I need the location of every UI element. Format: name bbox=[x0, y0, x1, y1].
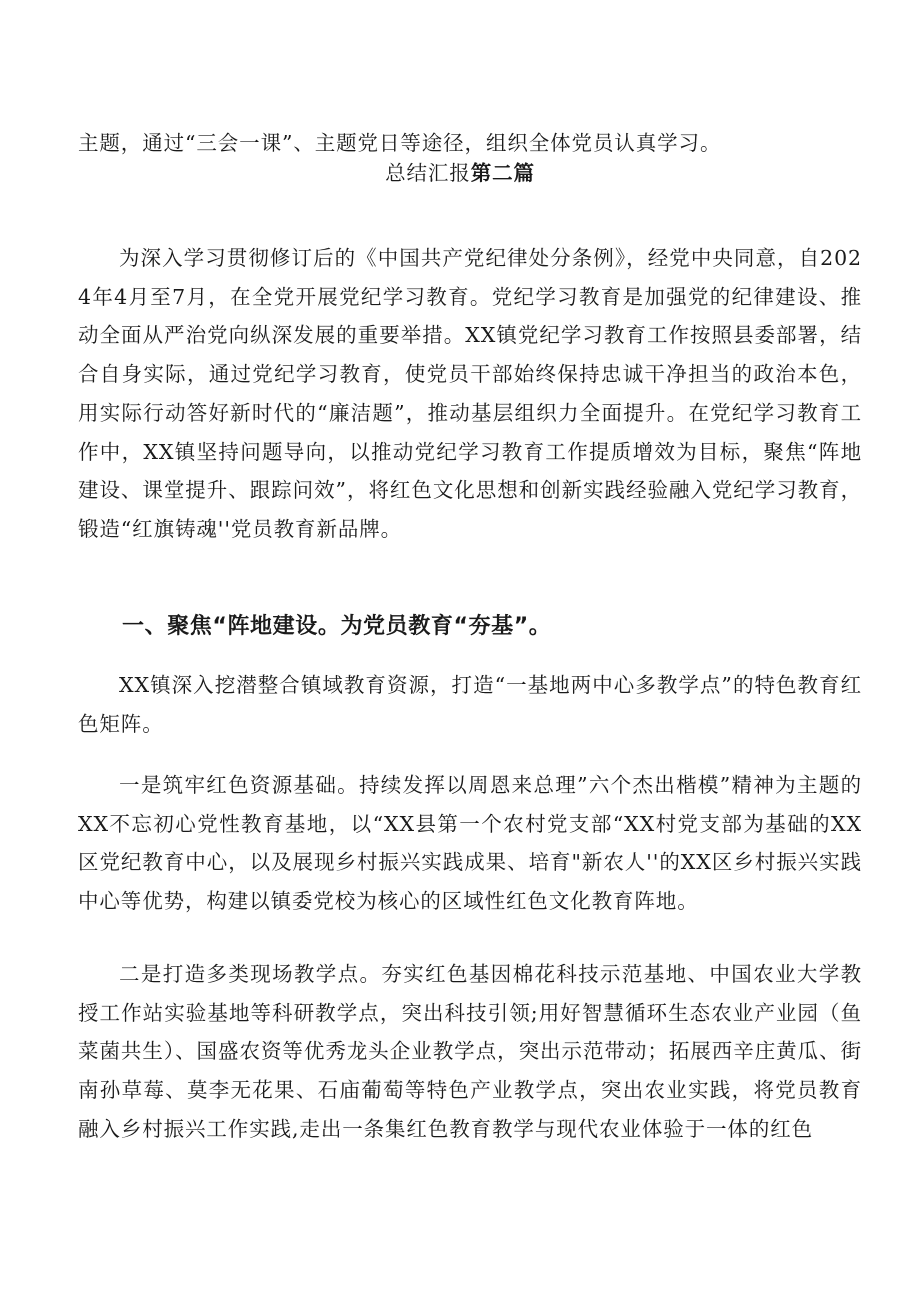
point-two-paragraph: 二是打造多类现场教学点。夯实红色基因棉花科技示范基地、中国农业大学教授工作站实验基地等科研教学点，突出科技引领;用好智慧循环生态农业产业园（鱼菜菌共生）、国盛农资等优秀龙头企业教学点，突出示范带动；拓展西辛庄黄瓜、街南孙草莓、莫李无花果、石庙葡萄等特色产业教学点，突出农业实践，将党员教育融入乡村振兴工作实践,走出一条集红色教育教学与现代农业体验于一体的红色 bbox=[78, 962, 862, 1141]
title-regular-text: 总结汇报 bbox=[385, 161, 471, 185]
point-one-paragraph: 一是筑牢红色资源基础。持续发挥以周恩来总理”六个杰出楷模”精神为主题的XX不忘初心党性教育基地，以“XX县第一个农村党支部“XX村党支部为基础的XX区党纪教育中心，以及展现乡村振兴实践成果、培育"新农人''的XX区乡村振兴实践中心等优势，构建以镇委党校为核心的区域性红色文化教育阵地。 bbox=[78, 773, 862, 914]
intro-paragraph: 为深入学习贯彻修订后的《中国共产党纪律处分条例》，经党中央同意，自2024年4月至7月，在全党开展党纪学习教育。党纪学习教育是加强党的纪律建设、推动全面从严治党向纵深发展的重要举措。XX镇党纪学习教育工作按照县委部署，结合自身实际，通过党纪学习教育，使党员干部始终保持忠诚干净担当的政治本色，用实际行动答好新时代的“廉洁题”，推动基层组织力全面提升。在党纪学习教育工作中，XX镇坚持问题导向，以推动党纪学习教育工作提质增效为目标，聚焦“阵地建设、课堂提升、跟踪问效”，将红色文化思想和创新实践经验融入党纪学习教育，锻造“红旗铸魂''党员教育新品牌。 bbox=[78, 246, 862, 541]
title-bold-text: 第二篇 bbox=[470, 161, 535, 185]
section-heading: 一、聚焦“阵地建设。为党员教育“夯基”。 bbox=[122, 614, 552, 639]
document-title bbox=[0, 155, 920, 191]
carryover-paragraph: 主题，通过“三会一课”、主题党日等途径，组织全体党员认真学习。 bbox=[78, 131, 722, 155]
section-intro-paragraph: XX镇深入挖潜整合镇域教育资源，打造“一基地两中心多教学点”的特色教育红色矩阵。 bbox=[78, 673, 862, 736]
